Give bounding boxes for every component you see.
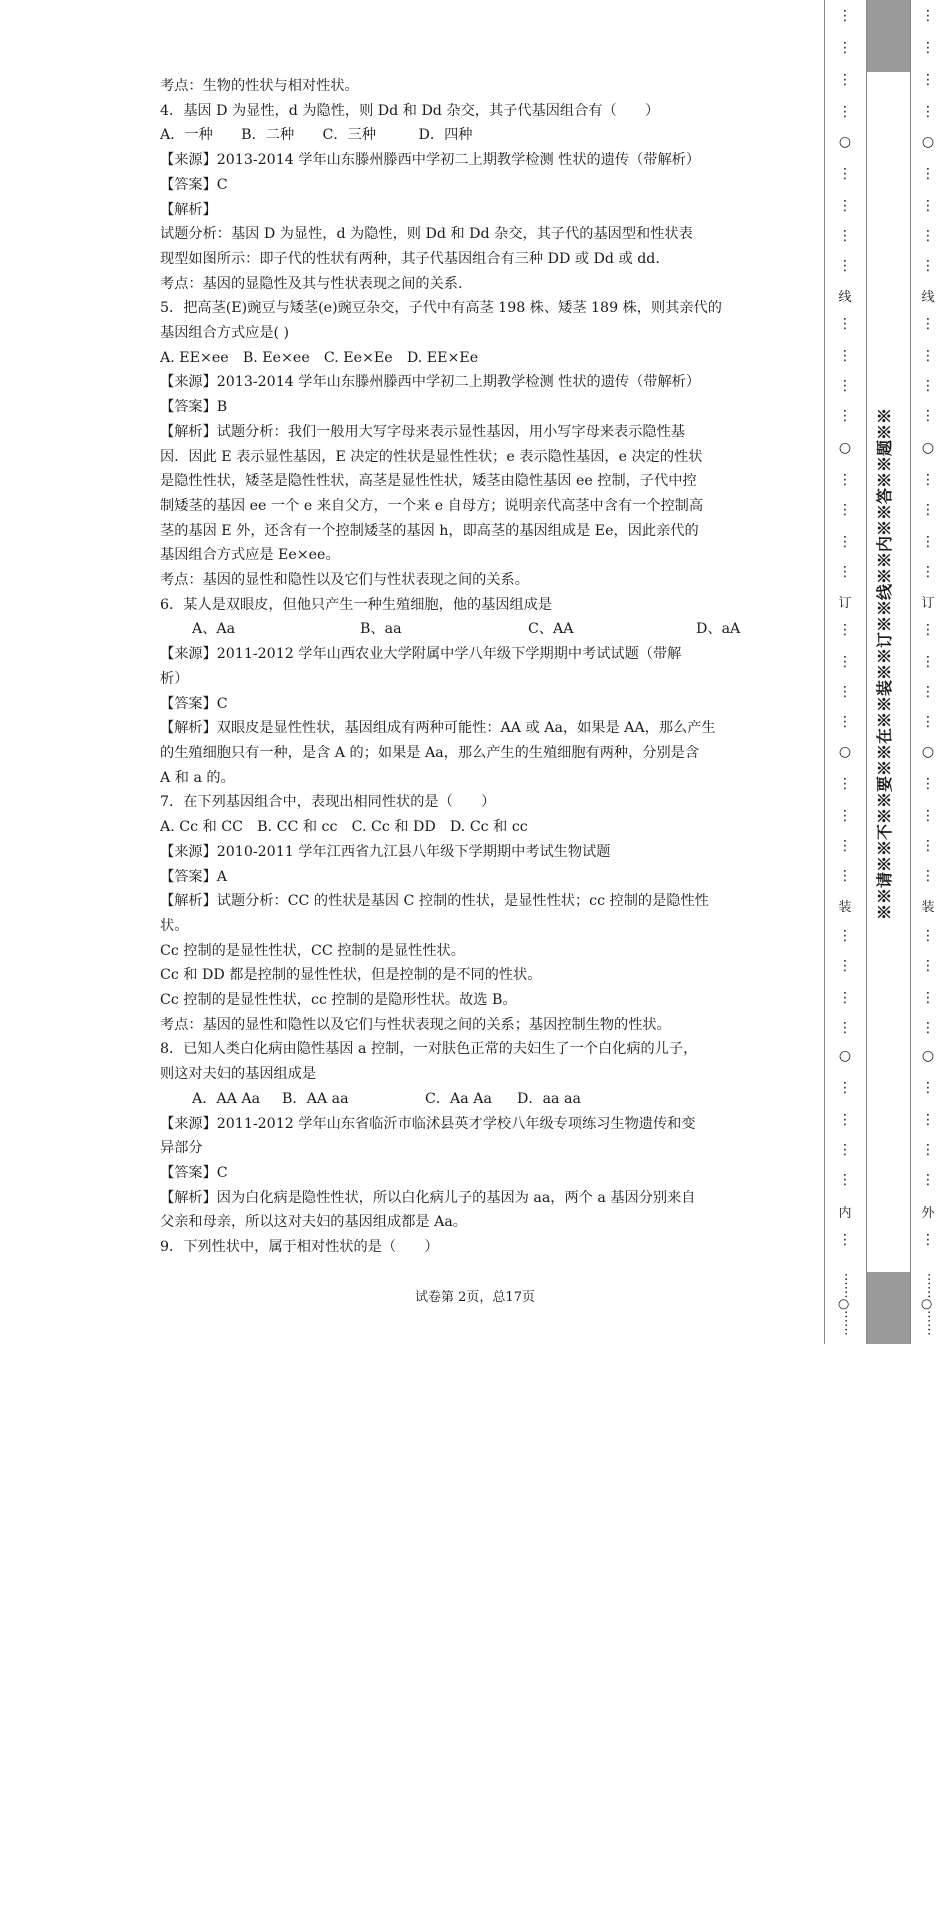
option: D．aa aa (517, 1090, 581, 1107)
circle-mark: ○ (921, 440, 935, 456)
source-line-cont: 异部分 (160, 1140, 203, 1157)
text-line: 制矮茎的基因 ee 一个 e 来自父方，一个来 e 自母方；说明亲代高茎中含有一个控制高 (160, 497, 704, 514)
dotted-mark: ⋮ (921, 1142, 935, 1158)
dotted-mark: ⋮ (838, 1112, 852, 1128)
dotted-mark: ⋮ (921, 40, 935, 56)
dotted-mark: ⋮ (921, 8, 935, 24)
gutter-label-xian: 线 (921, 290, 935, 305)
source-line-cont: 析） (160, 670, 189, 687)
source-line: 【来源】2013-2014 学年山东滕州滕西中学初二上期教学检测 性状的遗传（带解析） (160, 374, 701, 391)
dotted-mark: ⋮ (921, 990, 935, 1006)
option: A．AA Aa (192, 1090, 261, 1107)
dotted-mark: ⋮ (921, 622, 935, 638)
gutter-label-xian: 线 (838, 290, 852, 305)
dotted-mark: ⋮ (921, 1112, 935, 1128)
answer-line: 【答案】A (160, 868, 227, 885)
dotted-mark: ⋮ (921, 1020, 935, 1036)
gutter-bottom-marker: ……○…… (836, 1272, 851, 1336)
question-9: 9．下列性状中，属于相对性状的是（ ） (160, 1239, 439, 1256)
text-line: 试题分析：基因 D 为显性，d 为隐性，则 Dd 和 Dd 杂交，其子代的基因型和性状表 (160, 226, 693, 243)
text-line: 父亲和母亲，所以这对夫妇的基因组成都是 Aa。 (160, 1214, 467, 1231)
question-4: 4．基因 D 为显性，d 为隐性，则 Dd 和 Dd 杂交，其子代基因组合有（ ） (160, 102, 660, 119)
dotted-mark: ⋮ (921, 378, 935, 394)
text-line: 的生殖细胞只有一种，是含 A 的；如果是 Aa，那么产生的生殖细胞有两种，分别是含 (160, 744, 700, 761)
question-content (160, 74, 794, 1260)
dotted-mark: ⋮ (921, 838, 935, 854)
dotted-mark: ⋮ (921, 958, 935, 974)
analysis-label: 【解析】 (160, 201, 217, 218)
text-line: Cc 和 DD 都是控制的显性性状，但是控制的是不同的性状。 (160, 967, 542, 984)
text-line: 现型如图所示：即子代的性状有两种，其子代基因组合有三种 DD 或 Dd 或 dd. (160, 250, 660, 267)
text-line: 是隐性性状，矮茎是隐性性状，高茎是显性性状，矮茎由隐性基因 ee 控制，子代中控 (160, 473, 697, 490)
option: B、aa (360, 621, 402, 638)
dotted-mark: ⋮ (838, 1080, 852, 1096)
question-7-options: A. Cc 和 CC B. CC 和 cc C. Cc 和 DD D. Cc 和 cc (160, 819, 528, 836)
question-7: 7．在下列基因组合中，表现出相同性状的是（ ） (160, 794, 496, 811)
dotted-mark: ⋮ (838, 868, 852, 884)
question-8: 8．已知人类白化病由隐性基因 a 控制，一对肤色正常的夫妇生了一个白化病的儿子， (160, 1041, 698, 1058)
circle-mark: ○ (838, 134, 852, 150)
source-line: 【来源】2010-2011 学年江西省九江县八年级下学期期中考试生物试题 (160, 843, 611, 860)
question-6: 6．某人是双眼皮，但他只产生一种生殖细胞，他的基因组成是 (160, 596, 553, 613)
dotted-mark: ⋮ (921, 104, 935, 120)
dotted-mark: ⋮ (838, 72, 852, 88)
dotted-mark: ⋮ (921, 348, 935, 364)
question-4-options: A．一种 B．二种 C．三种 D．四种 (160, 127, 473, 144)
dotted-mark: ⋮ (838, 1142, 852, 1158)
binding-gutter-outer (906, 0, 950, 1344)
dotted-mark: ⋮ (921, 1080, 935, 1096)
option: A、Aa (192, 621, 236, 638)
dotted-mark: ⋮ (921, 1172, 935, 1188)
dotted-mark: ⋮ (838, 40, 852, 56)
gutter-label-wai: 外 (921, 1206, 935, 1221)
binding-gutter-inner (823, 0, 867, 1344)
text-line: 状。 (160, 917, 189, 934)
text-line: 【解析】试题分析：CC 的性状是基因 C 控制的性状，是显性性状；cc 控制的是隐性性 (160, 893, 709, 910)
dotted-mark: ⋮ (838, 534, 852, 550)
text-line: Cc 控制的是显性性状，CC 控制的是显性性状。 (160, 942, 465, 959)
question-5: 5．把高茎(E)豌豆与矮茎(e)豌豆杂交，子代中有高茎 198 株、矮茎 189 株，则其亲代的 (160, 300, 722, 317)
dotted-mark: ⋮ (838, 1172, 852, 1188)
dotted-mark: ⋮ (921, 502, 935, 518)
dotted-mark: ⋮ (838, 714, 852, 730)
dotted-mark: ⋮ (838, 348, 852, 364)
dotted-mark: ⋮ (921, 408, 935, 424)
dotted-mark: ⋮ (921, 714, 935, 730)
dotted-mark: ⋮ (921, 534, 935, 550)
gutter-grey-bottom (867, 1272, 910, 1344)
dotted-mark: ⋮ (921, 808, 935, 824)
text-line: A 和 a 的。 (160, 769, 235, 786)
dotted-mark: ⋮ (921, 166, 935, 182)
answer-line: 【答案】B (160, 399, 228, 416)
circle-mark: ○ (838, 1048, 852, 1064)
dotted-mark: ⋮ (838, 990, 852, 1006)
dotted-mark: ⋮ (838, 378, 852, 394)
source-line: 【来源】2011-2012 学年山东省临沂市临沭县英才学校八年级专项练习生物遗传和变 (160, 1115, 696, 1132)
question-5-cont: 基因组合方式应是( ) (160, 325, 290, 342)
dotted-mark: ⋮ (838, 104, 852, 120)
answer-line: 【答案】C (160, 1164, 228, 1181)
dotted-mark: ⋮ (921, 654, 935, 670)
dotted-mark: ⋮ (838, 684, 852, 700)
circle-mark: ○ (838, 744, 852, 760)
dotted-mark: ⋮ (838, 1232, 852, 1248)
text-line: 茎的基因 E 外，还含有一个控制矮茎的基因 h，即高茎的基因组成是 Ee，因此亲代的 (160, 522, 699, 539)
question-5-options: A. EE×ee B. Ee×ee C. Ee×Ee D. EE×Ee (160, 349, 479, 366)
source-line: 【来源】2013-2014 学年山东滕州滕西中学初二上期教学检测 性状的遗传（带解析） (160, 152, 701, 169)
dotted-mark: ⋮ (838, 1020, 852, 1036)
dotted-mark: ⋮ (838, 838, 852, 854)
dotted-mark: ⋮ (838, 472, 852, 488)
gutter-label-ding: 订 (838, 596, 852, 611)
dotted-mark: ⋮ (838, 622, 852, 638)
dotted-mark: ⋮ (838, 8, 852, 24)
dotted-mark: ⋮ (838, 258, 852, 274)
text-line: 【解析】试题分析：我们一般用大写字母来表示显性基因，用小写字母来表示隐性基 (160, 423, 685, 440)
dotted-mark: ⋮ (921, 564, 935, 580)
text-line: 【解析】双眼皮是显性性状，基因组成有两种可能性：AA 或 Aa，如果是 AA，那么产生 (160, 720, 716, 737)
circle-mark: ○ (921, 1048, 935, 1064)
dotted-mark: ⋮ (921, 684, 935, 700)
answer-line: 【答案】C (160, 176, 228, 193)
dotted-mark: ⋮ (838, 958, 852, 974)
source-line: 【来源】2011-2012 学年山西农业大学附属中学八年级下学期期中考试试题（带解 (160, 646, 682, 663)
dotted-mark: ⋮ (838, 166, 852, 182)
circle-mark: ○ (838, 440, 852, 456)
answer-line: 【答案】C (160, 695, 228, 712)
text-line: Cc 控制的是显性性状，cc 控制的是隐形性状。故选 B。 (160, 992, 517, 1009)
dotted-mark: ⋮ (921, 1232, 935, 1248)
dotted-mark: ⋮ (838, 228, 852, 244)
dotted-mark: ⋮ (838, 654, 852, 670)
question-8-cont: 则这对夫妇的基因组成是 (160, 1066, 317, 1083)
dotted-mark: ⋮ (921, 198, 935, 214)
text-line: 考点：基因的显隐性及其与性状表现之间的关系. (160, 275, 463, 292)
text-line: 考点：基因的显性和隐性以及它们与性状表现之间的关系；基因控制生物的性状。 (160, 1016, 671, 1033)
dotted-mark: ⋮ (921, 316, 935, 332)
gutter-label-zhuang: 装 (838, 900, 852, 915)
option: D、aA (696, 621, 741, 638)
gutter-bottom-marker: ……○…… (919, 1272, 934, 1336)
question-8-options (160, 1087, 794, 1112)
binding-warning: ※※请※※不※※要※※在※※装※※订※※线※※内※※答※※题※※ (875, 407, 894, 920)
gutter-label-zhuang: 装 (921, 900, 935, 915)
dotted-mark: ⋮ (921, 776, 935, 792)
dotted-mark: ⋮ (838, 928, 852, 944)
option: B．AA aa (282, 1090, 349, 1107)
circle-mark: ○ (921, 134, 935, 150)
gutter-label-nei: 内 (838, 1206, 852, 1221)
dotted-mark: ⋮ (921, 868, 935, 884)
dotted-mark: ⋮ (838, 808, 852, 824)
dotted-mark: ⋮ (838, 408, 852, 424)
text-line: 考点：生物的性状与相对性状。 (160, 78, 359, 94)
dotted-mark: ⋮ (921, 228, 935, 244)
text-line: 基因组合方式应是 Ee×ee。 (160, 547, 340, 564)
text-line: 因．因此 E 表示显性基因，E 决定的性状是显性性状；e 表示隐性基因，e 决定的性状 (160, 448, 703, 465)
page-footer: 试卷第 2页，总17页 (415, 1290, 535, 1305)
gutter-grey-top (867, 0, 910, 72)
gutter-label-ding: 订 (921, 596, 935, 611)
question-6-options (160, 617, 794, 642)
option: C．Aa Aa (425, 1090, 492, 1107)
text-line: 考点：基因的显性和隐性以及它们与性状表现之间的关系。 (160, 572, 529, 589)
dotted-mark: ⋮ (921, 72, 935, 88)
dotted-mark: ⋮ (921, 258, 935, 274)
dotted-mark: ⋮ (838, 198, 852, 214)
dotted-mark: ⋮ (921, 928, 935, 944)
dotted-mark: ⋮ (838, 316, 852, 332)
circle-mark: ○ (921, 744, 935, 760)
text-line: 【解析】因为白化病是隐性性状，所以白化病儿子的基因为 aa，两个 a 基因分别来自 (160, 1189, 696, 1206)
dotted-mark: ⋮ (838, 776, 852, 792)
dotted-mark: ⋮ (838, 564, 852, 580)
dotted-mark: ⋮ (838, 502, 852, 518)
dotted-mark: ⋮ (921, 472, 935, 488)
option: C、AA (528, 621, 574, 638)
